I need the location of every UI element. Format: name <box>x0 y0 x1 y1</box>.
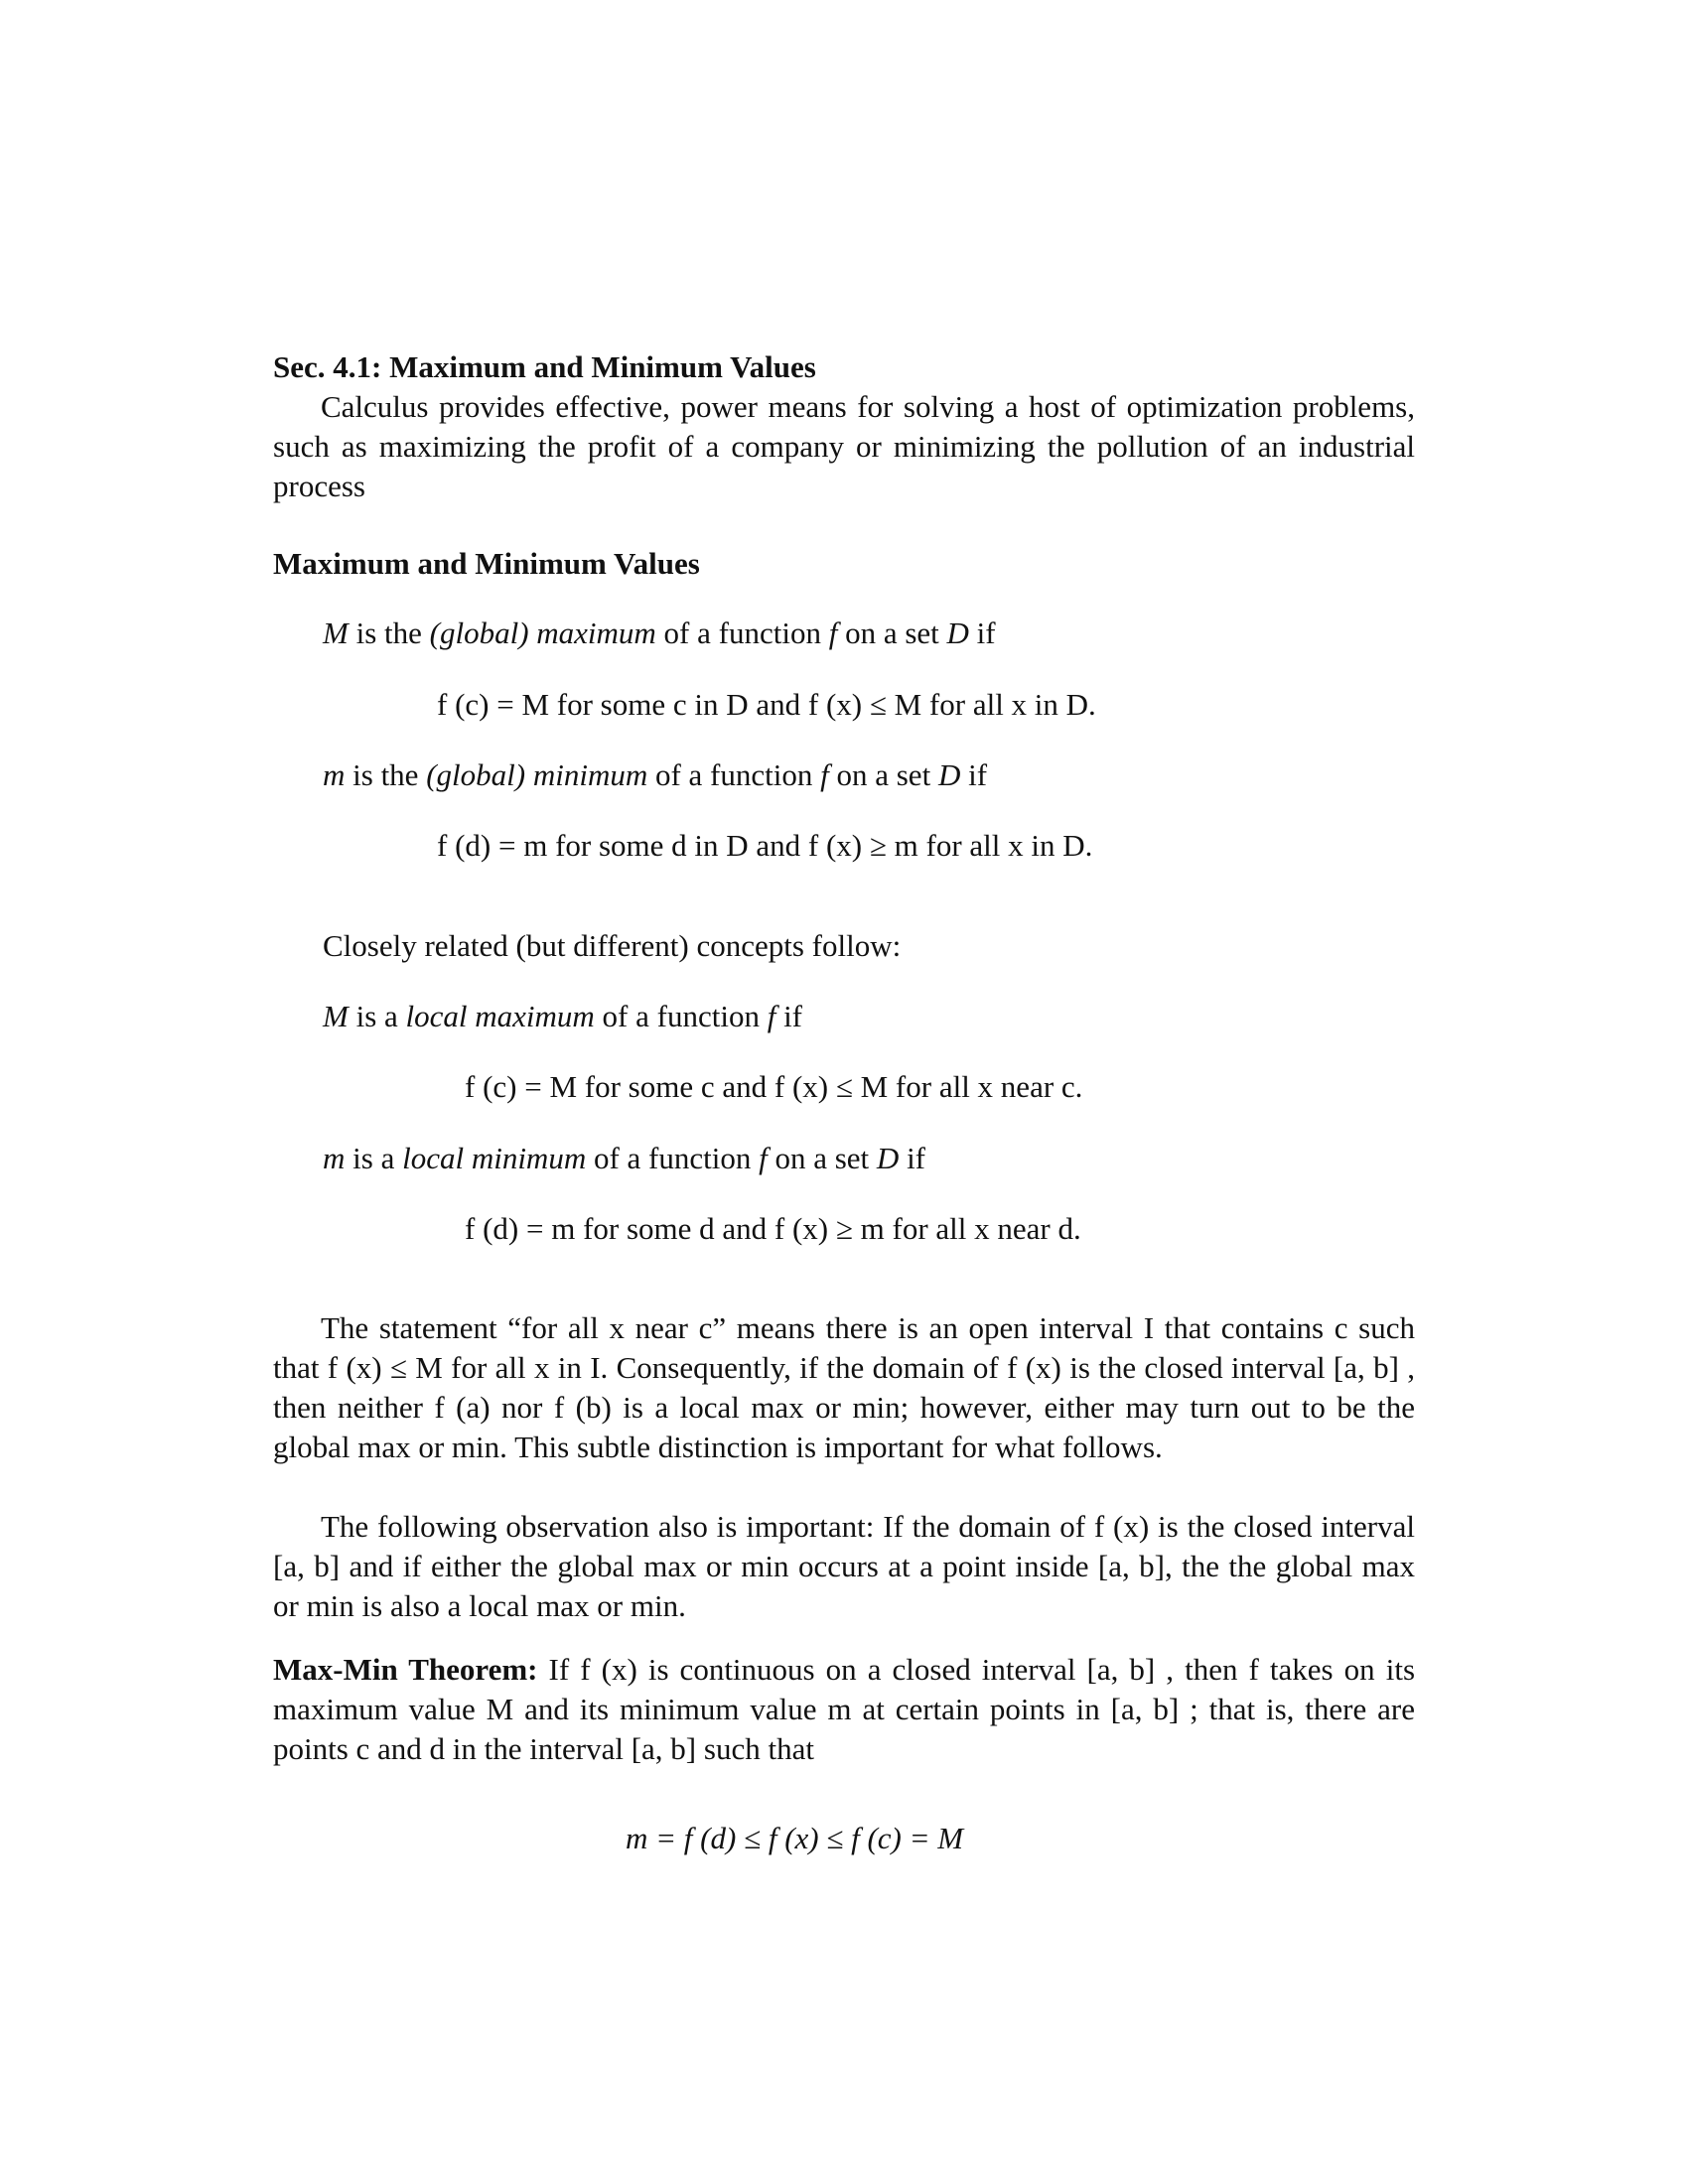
definition-text: on a set <box>837 615 947 650</box>
definition-text: on a set <box>767 1141 877 1175</box>
term-global-minimum: (global) minimum <box>426 757 648 792</box>
definition-text: if <box>775 999 802 1033</box>
var-M: M <box>323 615 349 650</box>
global-min-condition: f (d) = m for some d in D and f (x) ≥ m for all x in D. <box>437 828 1093 863</box>
var-m: m <box>323 1141 346 1175</box>
definition-text: on a set <box>828 757 938 792</box>
term-local-maximum: local maximum <box>405 999 595 1033</box>
term-global-maximum: (global) maximum <box>429 615 656 650</box>
local-max-condition: f (c) = M for some c and f (x) ≤ M for all x near c. <box>465 1069 1083 1104</box>
definition-text: is the <box>345 757 427 792</box>
var-D: D <box>876 1141 900 1175</box>
term-local-minimum: local minimum <box>402 1141 587 1175</box>
theorem-label: Max-Min Theorem: <box>273 1652 538 1687</box>
definition-text: of a function <box>655 615 829 650</box>
var-D: D <box>946 615 969 650</box>
definition-text: of a function <box>594 999 768 1033</box>
definition-text: is a <box>345 1141 403 1175</box>
var-f: f <box>759 1141 768 1175</box>
intro-paragraph: Calculus provides effective, power means for solving a host of optimization problems, such as maximizing the profit of a company or minimizing the pollution of an industrial process <box>273 389 1415 503</box>
definition-text: if <box>960 757 988 792</box>
var-M: M <box>323 999 349 1033</box>
var-f: f <box>820 757 829 792</box>
definition-text: is the <box>348 615 430 650</box>
max-min-theorem <box>273 1650 1415 1769</box>
var-D: D <box>937 757 961 792</box>
definition-text: is a <box>348 999 406 1033</box>
local-max-definition <box>323 997 802 1036</box>
definition-text: if <box>968 615 996 650</box>
discussion-paragraph-2: The following observation also is important: If the domain of f (x) is the closed interval [a, b] and if either the global max or min occurs at a point inside [a, b], the the global max or min is also a local max or min. <box>273 1509 1415 1623</box>
local-min-definition <box>323 1139 925 1178</box>
section-title: Sec. 4.1: Maximum and Minimum Values <box>273 349 816 384</box>
var-f: f <box>828 615 838 650</box>
local-min-condition: f (d) = m for some d and f (x) ≥ m for all x near d. <box>465 1211 1081 1246</box>
definition-text: of a function <box>586 1141 760 1175</box>
var-m: m <box>323 757 346 792</box>
global-min-definition <box>323 755 987 795</box>
theorem-statement: If f (x) is continuous on a closed interval [a, b] , then f takes on its maximum value M and its minimum value m at certain points in [a, b] ; that is, there are points c and d in the interval [a, b] such that <box>273 1652 1416 1766</box>
global-max-definition <box>323 614 996 653</box>
definition-text: if <box>899 1141 925 1175</box>
var-f: f <box>767 999 776 1033</box>
related-concepts-intro: Closely related (but different) concepts follow: <box>323 928 902 963</box>
subsection-title: Maximum and Minimum Values <box>273 546 700 581</box>
global-max-condition: f (c) = M for some c in D and f (x) ≤ M for all x in D. <box>437 687 1096 722</box>
discussion-paragraph-1: The statement “for all x near c” means there is an open interval I that contains c such that f (x) ≤ M for all x in I. Consequently, if the domain of f (x) is the closed interval [a, b] , then neither f (a) nor f (b) is a local max or min; however, either may turn out to be the global max or min. This subtle distinction is important for what follows. <box>273 1310 1415 1464</box>
theorem-formula: m = f (d) ≤ f (x) ≤ f (c) = M <box>626 1821 964 1855</box>
definition-text: of a function <box>647 757 821 792</box>
